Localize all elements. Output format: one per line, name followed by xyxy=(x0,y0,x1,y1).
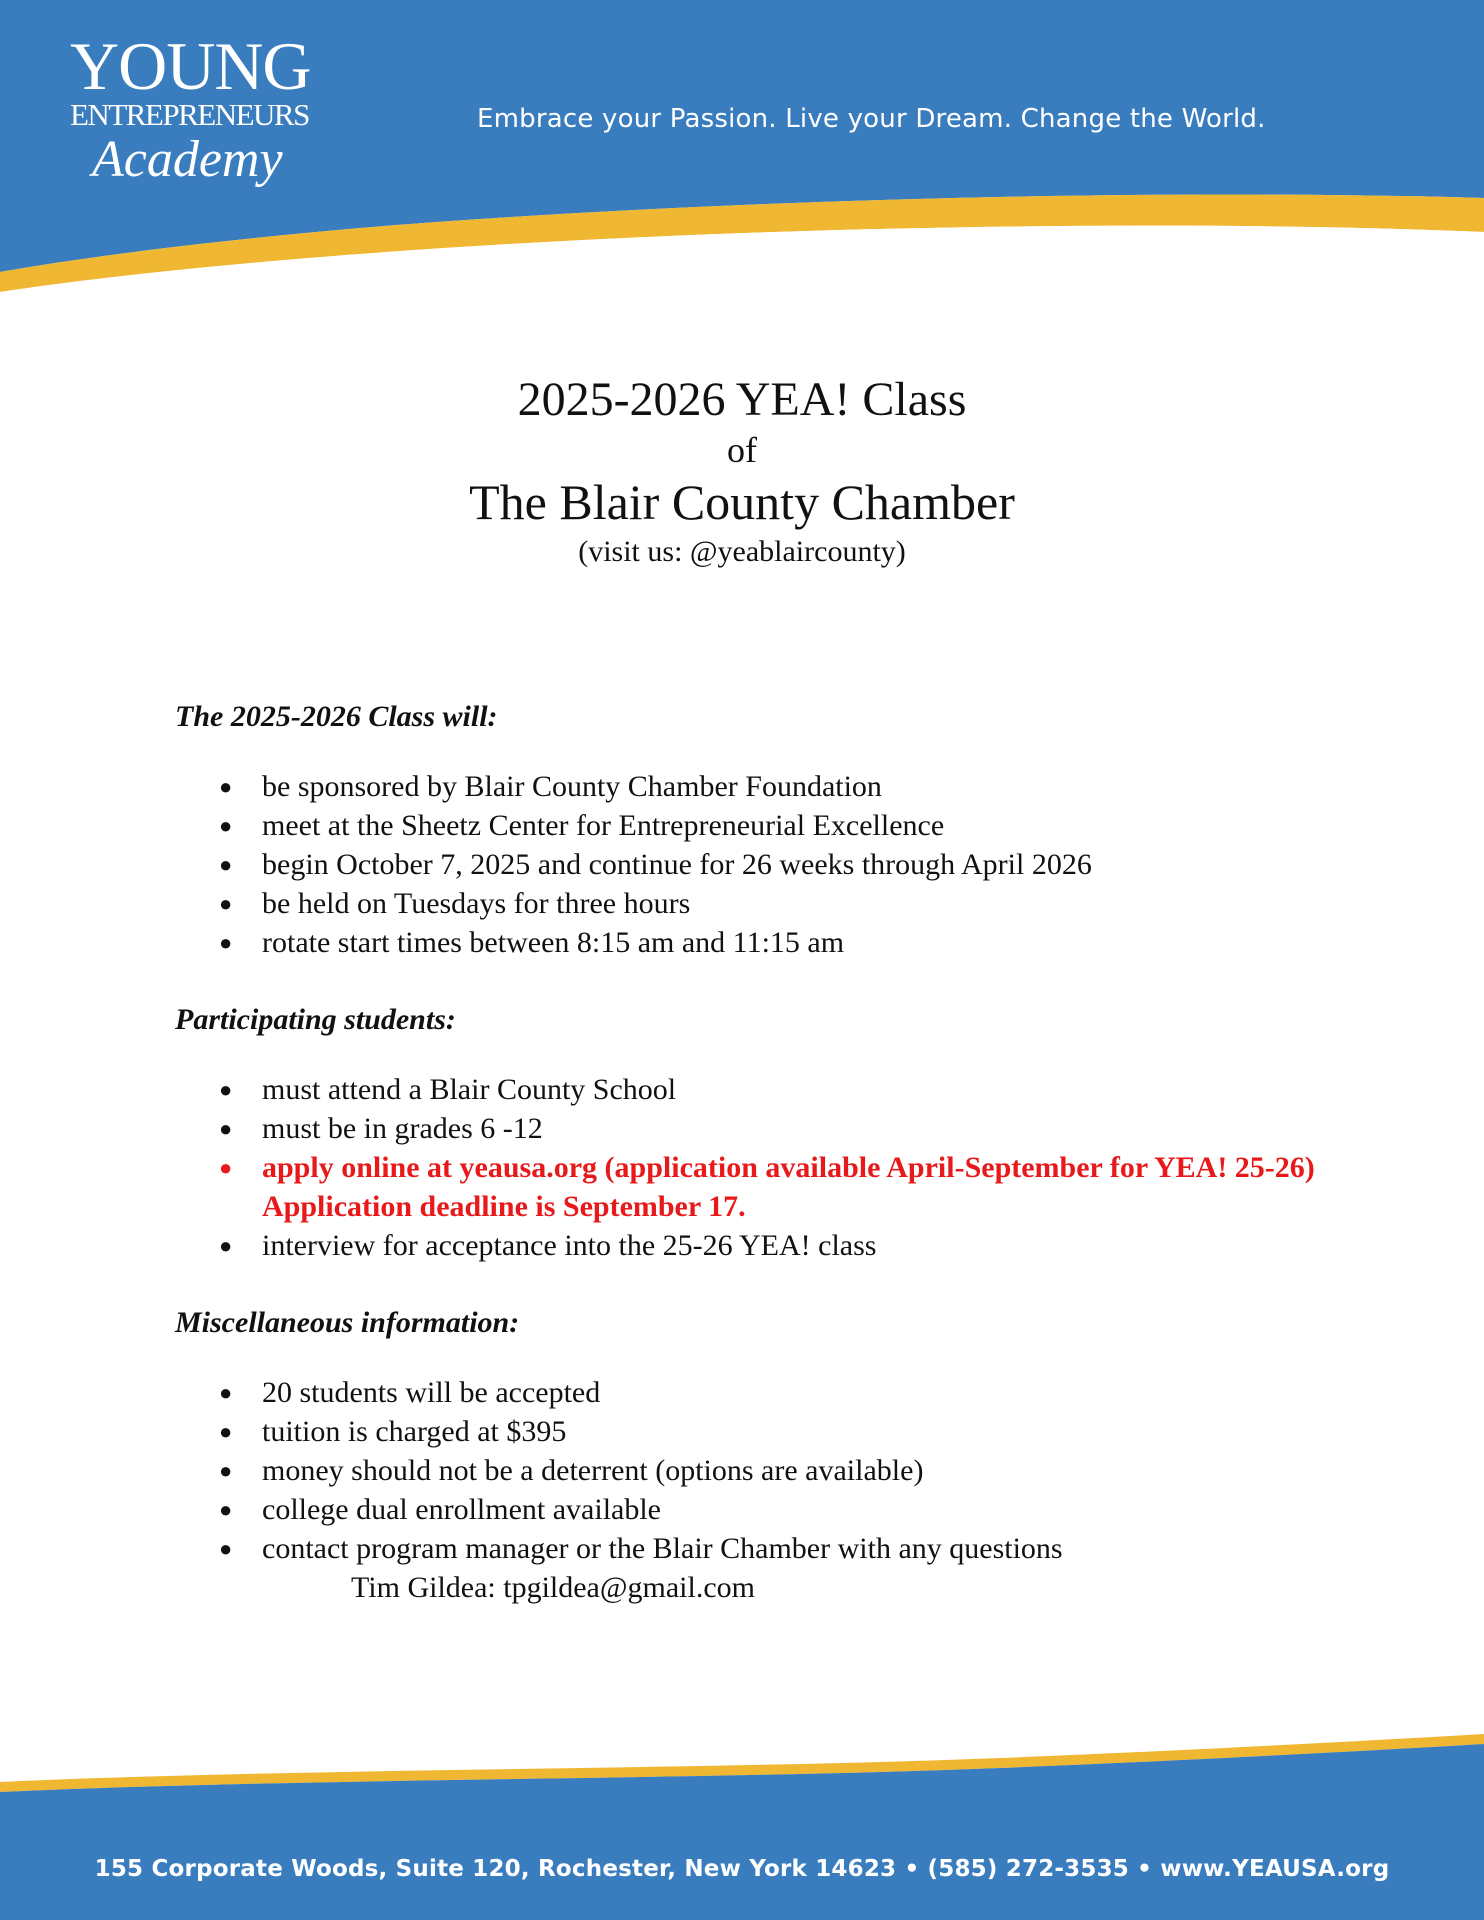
section-heading-students: Participating students: xyxy=(175,1003,456,1036)
class-details-list xyxy=(175,767,1375,962)
misc-info-list xyxy=(175,1373,1375,1568)
list-item xyxy=(175,1070,1375,1109)
logo-young: YOUNG xyxy=(70,28,311,104)
list-item xyxy=(175,1529,1375,1568)
bullet-icon: ● xyxy=(219,813,233,838)
contact-info: Tim Gildea: tpgildea@gmail.com xyxy=(351,1571,755,1604)
application-deadline-item xyxy=(175,1148,1375,1226)
bullet-icon: ● xyxy=(219,1233,233,1258)
bullet-icon: ● xyxy=(219,1419,233,1444)
list-item-text: must attend a Blair County School xyxy=(262,1073,677,1106)
list-item xyxy=(175,884,1375,923)
bullet-icon: ● xyxy=(219,1536,233,1561)
title-block xyxy=(0,372,1484,570)
student-requirements-list xyxy=(175,1070,1375,1265)
bullet-icon: ● xyxy=(219,1380,233,1405)
footer-address: 155 Corporate Woods, Suite 120, Rochester, New York 14623 • (585) 272-3535 • www.YEAUSA.org xyxy=(94,1856,1390,1882)
section-heading-misc: Miscellaneous information: xyxy=(175,1306,520,1339)
list-item-text: interview for acceptance into the 25-26 YEA! class xyxy=(262,1229,877,1262)
title-of: of xyxy=(727,430,757,470)
organization-name: The Blair County Chamber xyxy=(469,474,1015,530)
footer-wave-graphic xyxy=(0,1700,1484,1920)
bullet-icon: ● xyxy=(219,852,233,877)
tagline: Embrace your Passion. Live your Dream. Change the World. xyxy=(477,104,1266,134)
list-item-text: college dual enrollment available xyxy=(262,1493,661,1526)
logo-entrepreneurs: ENTREPRENEURS xyxy=(70,97,309,132)
list-item xyxy=(175,1490,1375,1529)
social-handle: (visit us: @yeablaircounty) xyxy=(578,535,906,568)
list-item xyxy=(175,1451,1375,1490)
list-item xyxy=(175,1412,1375,1451)
list-item-text: rotate start times between 8:15 am and 11:15 am xyxy=(262,926,845,959)
list-item-text: be held on Tuesdays for three hours xyxy=(262,887,691,920)
bullet-icon: ● xyxy=(219,1458,233,1483)
bullet-icon: ● xyxy=(219,774,233,799)
header-banner xyxy=(0,0,1484,300)
list-item-text: begin October 7, 2025 and continue for 26 weeks through April 2026 xyxy=(262,848,1092,881)
list-item xyxy=(175,1109,1375,1148)
yea-logo xyxy=(70,28,311,188)
bullet-icon: ● xyxy=(219,1116,233,1141)
bullet-icon: ● xyxy=(219,1497,233,1522)
section-heading-class: The 2025-2026 Class will: xyxy=(175,700,498,733)
list-item-text: apply online at yeausa.org (application available April-September for YEA! 25-26) Application deadline is September 17. xyxy=(262,1151,1315,1223)
list-item-text: money should not be a deterrent (options are available) xyxy=(262,1454,924,1487)
list-item-text: be sponsored by Blair County Chamber Foundation xyxy=(262,770,882,803)
bullet-icon: ● xyxy=(219,891,233,916)
logo-academy: Academy xyxy=(92,131,283,188)
page-title: 2025-2026 YEA! Class xyxy=(517,373,967,426)
content xyxy=(175,697,1375,1607)
list-item xyxy=(175,1226,1375,1265)
list-item xyxy=(175,1373,1375,1412)
bullet-icon: ● xyxy=(219,930,233,955)
list-item-text: meet at the Sheetz Center for Entrepreneurial Excellence xyxy=(262,809,945,842)
list-item xyxy=(175,923,1375,962)
list-item-text: contact program manager or the Blair Chamber with any questions xyxy=(262,1532,1063,1565)
list-item-text: must be in grades 6 -12 xyxy=(262,1112,543,1145)
list-item-text: 20 students will be accepted xyxy=(262,1376,601,1409)
list-item xyxy=(175,806,1375,845)
list-item xyxy=(175,767,1375,806)
bullet-icon: ● xyxy=(219,1155,233,1180)
list-item xyxy=(175,845,1375,884)
bullet-icon: ● xyxy=(219,1077,233,1102)
footer-banner xyxy=(0,1700,1484,1920)
list-item-text: tuition is charged at $395 xyxy=(262,1415,567,1448)
